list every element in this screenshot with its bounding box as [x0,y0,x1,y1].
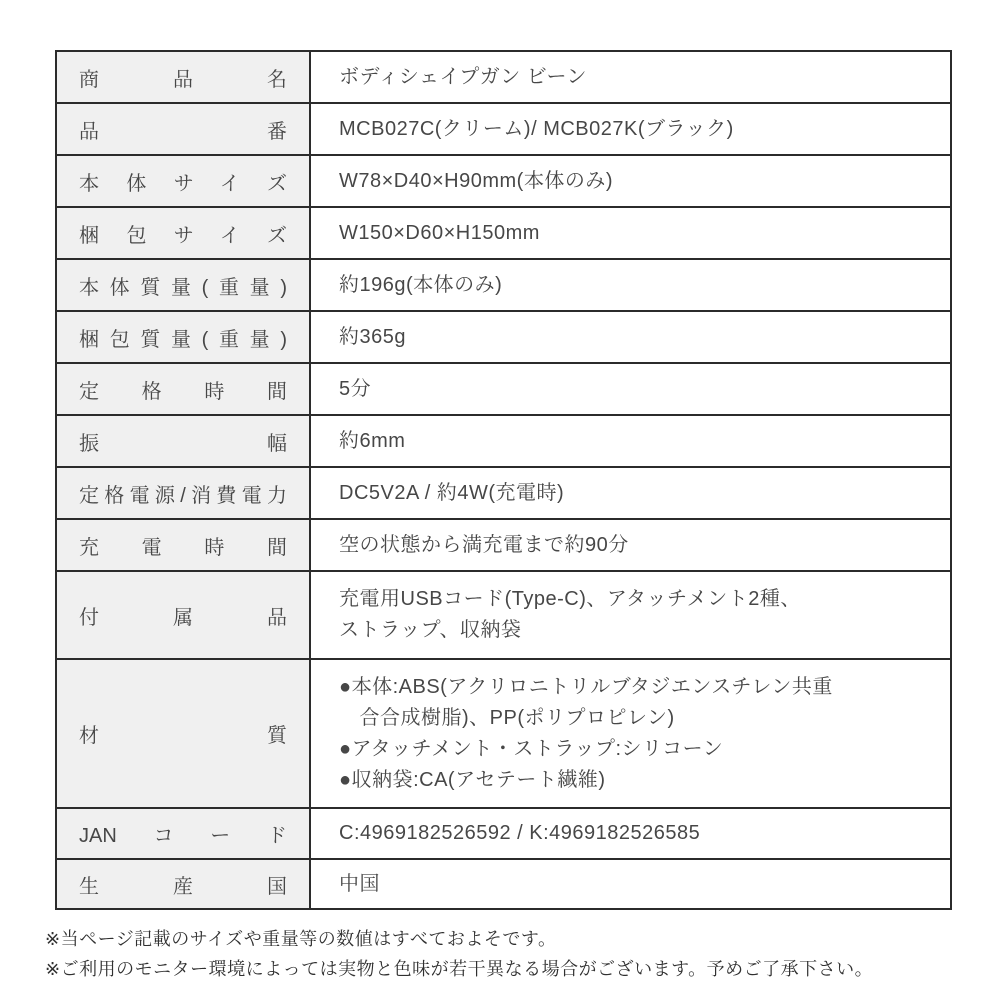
table-row [57,660,950,809]
spec-label: 梱包サイズ [79,224,287,247]
spec-value-cell [311,660,950,807]
table-row [57,312,950,364]
table-row [57,260,950,312]
spec-label: 品番 [79,120,287,143]
spec-value: W78×D40×H90mm(本体のみ) [339,169,614,192]
product-spec-table [55,50,952,910]
spec-label-cell [57,156,311,206]
spec-label-cell [57,809,311,858]
spec-value-cell [311,416,950,466]
table-row [57,104,950,156]
spec-label: 本体サイズ [79,172,287,195]
spec-value-cell [311,260,950,310]
spec-label-cell [57,520,311,570]
spec-value-cell [311,860,950,908]
spec-value-line: 合合成樹脂)、PP(ポリプロピレン) [339,706,675,729]
spec-value: 約365g [339,325,406,348]
spec-label-cell [57,468,311,518]
spec-value-cell [311,52,950,102]
spec-value-line: ストラップ、収納袋 [339,619,522,641]
table-row [57,572,950,660]
spec-value-cell [311,208,950,258]
spec-value-cell [311,809,950,858]
spec-value-cell [311,468,950,518]
spec-value-line: ●アタッチメント・ストラップ:シリコーン [339,737,724,760]
spec-value: 空の状態から満充電まで約90分 [339,533,629,556]
spec-label: 生産国 [79,875,287,898]
spec-value: 約6mm [339,429,406,452]
spec-label-cell [57,312,311,362]
spec-label-cell [57,860,311,908]
footnotes [45,924,965,984]
table-row [57,208,950,260]
spec-value-line: ●収納袋:CA(アセテート繊維) [339,768,606,791]
table-row [57,860,950,908]
table-row [57,416,950,468]
spec-label: 商品名 [79,68,287,91]
spec-value: 中国 [339,872,380,895]
table-row [57,520,950,572]
table-row [57,364,950,416]
spec-value: 約196g(本体のみ) [339,273,503,296]
spec-value-line: 充電用USBコード(Type-C)、アタッチメント2種、 [339,588,801,610]
spec-value: C:4969182526592 / K:4969182526585 [339,822,701,844]
spec-label-cell [57,260,311,310]
spec-label-cell [57,660,311,807]
spec-label: 振幅 [79,432,287,455]
spec-value-line: ●本体:ABS(アクリロニトリルブタジエンスチレン共重 [339,675,833,698]
spec-label-cell [57,208,311,258]
spec-label: 定格電源/消費電力 [79,484,287,507]
spec-label: 付属品 [79,606,287,629]
spec-value: DC5V2A / 約4W(充電時) [339,481,565,504]
spec-label: 梱包質量(重量) [79,328,287,351]
spec-label-cell [57,104,311,154]
table-row [57,156,950,208]
spec-value-cell [311,520,950,570]
spec-label: 材質 [79,725,287,747]
spec-label-cell [57,572,311,658]
table-row [57,809,950,860]
spec-label: 定格時間 [79,380,287,403]
spec-value-cell [311,156,950,206]
spec-value-cell [311,572,950,658]
spec-value-cell [311,364,950,414]
spec-value: MCB027C(クリーム)/ MCB027K(ブラック) [339,117,734,140]
note-line: ※ご利用のモニター環境によっては実物と色味が若干異なる場合がございます。予めご了承下さい。 [45,959,874,979]
spec-label-cell [57,364,311,414]
spec-label-cell [57,416,311,466]
spec-value: ボディシェイプガン ビーン [339,65,588,88]
spec-label: 本体質量(重量) [79,276,287,299]
spec-label-cell [57,52,311,102]
spec-value: W150×D60×H150mm [339,221,540,244]
table-row [57,52,950,104]
spec-value-cell [311,104,950,154]
spec-value-cell [311,312,950,362]
table-row [57,468,950,520]
note-line: ※当ページ記載のサイズや重量等の数値はすべておよそです。 [45,929,557,949]
spec-label: 充電時間 [79,536,287,559]
spec-value: 5分 [339,377,372,400]
spec-label: JANコード [79,825,287,847]
